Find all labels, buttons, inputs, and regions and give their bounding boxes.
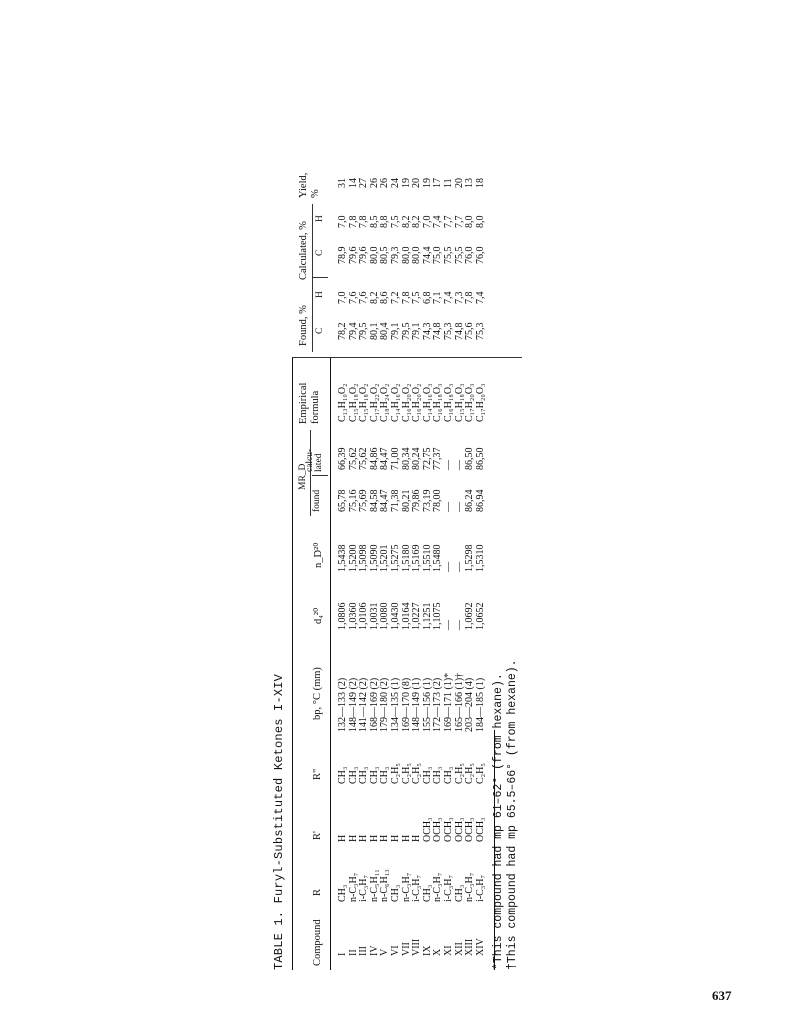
table-cell-d: 1,1251 (421, 602, 433, 630)
table-cell-found-c: 74,8 (453, 322, 465, 340)
table-cell-calc-h: 7,7 (442, 215, 454, 228)
table-cell-n: 1,5438 (337, 544, 348, 572)
table-cell-formula: C₁₆H₁₈O₃ (442, 383, 454, 422)
table-cell-formula: C₁₇H₂₀O₃ (474, 383, 486, 422)
table-cell-yield: 26 (379, 178, 391, 188)
table-cell-bp: 148—149 (2) (347, 677, 359, 732)
table-cell-found-h: 7,4 (474, 291, 486, 304)
table-cell-d: — (442, 620, 454, 630)
table-cell-r1: OCH₃ (474, 817, 486, 842)
table-cell-d: 1,0031 (368, 602, 380, 630)
header-formula: Empirical formula (298, 382, 321, 424)
table-cell-found-h: 7,6 (347, 291, 359, 304)
table-cell-r1: H (379, 834, 391, 842)
table-cell-compound: X (432, 948, 444, 956)
table-cell-found-c: 79,5 (400, 322, 412, 340)
column-formula (338, 383, 486, 422)
table-cell-found-c: 80,1 (368, 322, 380, 340)
table-cell-formula: C₁₄H₁₆O₂ (389, 383, 401, 422)
table-cell-n: 1,5200 (347, 544, 359, 572)
header-calculated: Calculated, % (298, 221, 309, 280)
table-cell-r2: C₂H₅ (400, 763, 412, 784)
table-cell-mr-calc: 77,37 (432, 447, 444, 470)
table-cell-r1: H (400, 834, 412, 842)
table-cell-d: 1,0164 (400, 602, 412, 630)
table-cell-formula: C₁₆H₂₀O₂ (411, 383, 423, 422)
header-mr-calculated: calcu-lated (305, 448, 324, 472)
table-cell-formula: C₁₈H₂₄O₂ (379, 383, 391, 422)
header-r2: R" (312, 768, 323, 780)
table-cell-found-c: 74,3 (421, 322, 433, 340)
table-cell-compound: VI (389, 945, 401, 956)
table-cell-mr-calc: — (453, 460, 465, 470)
column-refractive-index (338, 545, 486, 573)
table-cell-calc-c: 74,4 (421, 246, 433, 264)
table-cell-n: 1,5090 (368, 544, 380, 572)
table-cell-d: 1,0652 (474, 602, 486, 630)
table-cell-bp: 132—133 (2) (337, 677, 348, 732)
table-cell-mr-calc: 75,62 (347, 447, 359, 470)
table-cell-compound: IV (368, 945, 380, 956)
table-cell-found-h: 7,1 (432, 291, 444, 304)
table-cell-mr-found: — (453, 502, 465, 512)
right-border (292, 357, 522, 358)
table-cell-bp: 179—180 (2) (379, 677, 391, 732)
table-cell-r: CH₃ (337, 884, 348, 902)
table-cell-formula: C₁₇H₂₀O₃ (464, 383, 476, 422)
header-found-c: C (315, 327, 325, 334)
table-cell-bp: 134—135 (1) (389, 677, 401, 732)
table-cell-r: i-C₃H₇ (358, 875, 370, 902)
table-cell-mr-calc: 75,62 (358, 447, 370, 470)
table-cell-n: 1,5180 (400, 544, 412, 572)
table-cell-r1: H (389, 834, 401, 842)
table-cell-formula: C₁₅H₁₈O₂ (347, 383, 359, 422)
table-cell-mr-found: 78,00 (432, 489, 444, 512)
table-cell-mr-calc: — (442, 460, 454, 470)
table-cell-r: CH₃ (453, 884, 465, 902)
column-compound (338, 938, 486, 956)
table-cell-yield: 20 (453, 178, 465, 188)
table-cell-calc-c: 80,0 (368, 246, 380, 264)
table-cell-found-c: 75,3 (442, 322, 454, 340)
table-cell-yield: 19 (400, 178, 412, 188)
table-cell-found-h: 7,5 (411, 291, 423, 304)
table-cell-mr-found: 80,21 (400, 489, 412, 512)
table-cell-r2: C₂H₅ (453, 763, 465, 784)
table-cell-n: 1,5169 (411, 544, 423, 572)
table-cell-yield: 20 (411, 178, 423, 188)
table-cell-formula: C₁₄H₁₆O₃ (421, 383, 433, 422)
table-cell-r1: OCH₃ (421, 817, 433, 842)
table-cell-mr-found: 84,47 (379, 489, 391, 512)
table-cell-yield: 17 (432, 178, 444, 188)
table-cell-r: i-C₃H₇ (411, 875, 423, 902)
table-cell-r1: OCH₃ (442, 817, 454, 842)
table-cell-bp: 203—204 (4) (464, 677, 476, 732)
table-cell-d: 1,0806 (337, 602, 348, 630)
table-cell-found-h: 8,2 (368, 291, 380, 304)
table-cell-r: n-C₆H₁₃ (379, 869, 391, 902)
table-cell-d: 1,0227 (411, 602, 423, 630)
rotated-table (268, 60, 519, 970)
table-cell-compound: III (358, 946, 370, 956)
table-cell-found-h: 7,0 (337, 291, 348, 304)
table-cell-calc-h: 7,8 (347, 215, 359, 228)
table-cell-found-c: 74,8 (432, 322, 444, 340)
mr-split (312, 475, 328, 476)
table-cell-r2: CH₃ (347, 766, 359, 784)
table-cell-calc-h: 8,2 (400, 215, 412, 228)
column-found-h (338, 292, 486, 305)
table-cell-calc-h: 8,2 (411, 215, 423, 228)
footnote-1: *This compound had mp 61–62° (from hexane). (492, 673, 505, 970)
column-r1 (338, 817, 486, 842)
table-cell-mr-calc: 84,86 (368, 447, 380, 470)
table-cell-bp: 141—142 (2) (358, 677, 370, 732)
table-cell-calc-h: 8,0 (474, 215, 486, 228)
table-cell-r2: C₂H₅ (474, 763, 486, 784)
table-cell-mr-found: 79,86 (411, 489, 423, 512)
table-cell-yield: 31 (337, 178, 348, 188)
table-cell-r: n-C₃H₇ (464, 872, 476, 902)
table-cell-calc-c: 75,5 (453, 246, 465, 264)
table-cell-bp: 169—171 (1)* (442, 672, 454, 732)
table-cell-r2: CH₃ (442, 766, 454, 784)
header-calc-h: H (315, 215, 325, 222)
header-rule (330, 358, 331, 970)
table-cell-r: n-C₃H₇ (347, 872, 359, 902)
table-cell-mr-calc: 86,50 (464, 447, 476, 470)
table-cell-yield: 26 (368, 178, 380, 188)
table-cell-calc-c: 76,0 (464, 246, 476, 264)
table-cell-r2: CH₃ (379, 766, 391, 784)
table-cell-mr-calc: 80,34 (400, 447, 412, 470)
table-cell-calc-c: 80,0 (411, 246, 423, 264)
table-cell-r: CH₃ (421, 884, 433, 902)
header-density: d₄²⁰ (313, 607, 324, 624)
table-cell-r2: CH₃ (337, 766, 348, 784)
header-yield: Yield, % (298, 172, 321, 198)
table-cell-bp: 148—149 (1) (411, 677, 423, 732)
header-mr-found: found (312, 489, 322, 512)
table-cell-r: n-C₃H₇ (432, 872, 444, 902)
table-cell-yield: 13 (464, 178, 476, 188)
table-cell-yield: 27 (358, 178, 370, 188)
table-cell-found-c: 80,4 (379, 322, 391, 340)
table-cell-mr-calc: 80,24 (411, 447, 423, 470)
table-cell-mr-found: 65,78 (337, 489, 348, 512)
table-cell-n: 1,5510 (421, 544, 433, 572)
table-cell-r2: CH₃ (358, 766, 370, 784)
table-cell-mr-found: 73,19 (421, 489, 433, 512)
table-cell-n: 1,5310 (474, 544, 486, 572)
table-cell-compound: XIII (464, 938, 476, 956)
table-cell-r1: OCH₃ (453, 817, 465, 842)
table-cell-compound: I (337, 952, 348, 956)
table-cell-calc-c: 79,3 (389, 246, 401, 264)
table-cell-compound: IX (421, 945, 433, 956)
table-cell-bp: 184—185 (1) (474, 677, 486, 732)
table-cell-mr-found: 75,69 (358, 489, 370, 512)
table-cell-found-c: 79,1 (389, 322, 401, 340)
found-calc-split (312, 277, 328, 278)
header-refractive-index: n_D²⁰ (313, 542, 324, 568)
table-cell-calc-c: 76,0 (474, 246, 486, 264)
column-found-c (338, 323, 486, 341)
table-cell-n: — (453, 562, 465, 572)
table-cell-found-h: 7,8 (464, 291, 476, 304)
header-calc-c: C (315, 249, 325, 256)
header-found: Found, % (298, 305, 309, 346)
table-cell-found-h: 7,6 (358, 291, 370, 304)
table-caption: TABLE 1. Furyl-Substituted Ketones I-XIV (272, 673, 286, 970)
table-cell-n: — (442, 562, 454, 572)
table-cell-mr-found: — (442, 502, 454, 512)
table-cell-r: i-C₃H₇ (474, 875, 486, 902)
table-cell-found-h: 7,3 (453, 291, 465, 304)
table-cell-n: 1,5480 (432, 544, 444, 572)
page-number: 637 (712, 988, 732, 1003)
table-cell-mr-calc: 66,39 (337, 447, 348, 470)
table-cell-found-c: 75,6 (464, 322, 476, 340)
table-cell-found-h: 7,2 (389, 291, 401, 304)
table-cell-r2: C₂H₅ (389, 763, 401, 784)
table-cell-r2: C₂H₅ (464, 763, 476, 784)
table-cell-r1: H (337, 834, 348, 842)
table-cell-mr-found: 86,24 (464, 489, 476, 512)
header-r: R (312, 888, 323, 896)
table-cell-found-c: 79,5 (358, 322, 370, 340)
table-cell-mr-calc: 86,50 (474, 447, 486, 470)
table-cell-r: n-C₃H₇ (400, 872, 412, 902)
table-cell-r2: CH₃ (421, 766, 433, 784)
header-found-h: H (315, 291, 325, 298)
table-cell-r1: OCH₃ (432, 817, 444, 842)
table-cell-calc-c: 80,5 (379, 246, 391, 264)
table-cell-mr-found: 84,58 (368, 489, 380, 512)
table-cell-found-h: 7,4 (442, 291, 454, 304)
table-cell-compound: II (347, 949, 359, 956)
table-cell-compound: VII (400, 942, 412, 956)
footnote-2: †This compound had mp 65.5–66° (from hexane). (506, 659, 519, 970)
table-cell-bp: 169—170 (8) (400, 677, 412, 732)
table-cell-formula: C₁₅H₁₈O₃ (453, 383, 465, 422)
column-calc-h (338, 216, 486, 229)
table-cell-yield: 11 (442, 178, 454, 188)
table-cell-d: 1,0692 (464, 602, 476, 630)
table-cell-calc-h: 7,5 (389, 215, 401, 228)
table-cell-calc-c: 79,6 (358, 246, 370, 264)
table-cell-bp: 155—156 (1) (421, 677, 433, 732)
header-compound: Compound (312, 919, 323, 966)
table-cell-r2: CH₃ (368, 766, 380, 784)
table-cell-formula: C₁₆H₁₈O₃ (432, 383, 444, 422)
table-cell-formula: C₁₇H₂₂O₂ (368, 383, 380, 422)
table-cell-found-c: 78,2 (337, 322, 348, 340)
table-cell-n: 1,5098 (358, 544, 370, 572)
table-cell-yield: 14 (347, 178, 359, 188)
table-cell-found-h: 6,8 (421, 291, 433, 304)
table-cell-d: 1,0106 (358, 602, 370, 630)
table-cell-n: 1,5201 (379, 544, 391, 572)
table-cell-found-c: 79,1 (411, 322, 423, 340)
table-cell-calc-h: 8,0 (464, 215, 476, 228)
table-cell-r1: H (347, 834, 359, 842)
table-cell-d: 1,1075 (432, 602, 444, 630)
table-cell-r1: H (358, 834, 370, 842)
table-cell-found-h: 7,8 (400, 291, 412, 304)
table-cell-calc-h: 8,8 (379, 215, 391, 228)
table-cell-calc-h: 7,4 (432, 215, 444, 228)
table-cell-calc-c: 80,0 (400, 246, 412, 264)
column-r2 (338, 763, 486, 784)
table-cell-r1: H (411, 834, 423, 842)
top-rule (292, 358, 293, 970)
table-cell-yield: 18 (474, 178, 486, 188)
table-cell-d: 1,0080 (379, 602, 391, 630)
table-cell-r1: H (368, 834, 380, 842)
table-cell-compound: XII (453, 942, 465, 956)
table-cell-calc-h: 7,8 (358, 215, 370, 228)
table-cell-calc-c: 75,5 (442, 246, 454, 264)
table-cell-r2: C₂H₅ (411, 763, 423, 784)
table-cell-bp: 165—166 (1)† (453, 672, 465, 732)
table-cell-calc-c: 75,0 (432, 246, 444, 264)
column-yield (338, 178, 486, 188)
mr-divider (310, 430, 311, 516)
table-cell-calc-h: 8,5 (368, 215, 380, 228)
table-cell-yield: 19 (421, 178, 433, 188)
column-mr-found (338, 490, 486, 513)
table-cell-calc-h: 7,7 (453, 215, 465, 228)
table-cell-calc-c: 78,9 (337, 246, 348, 264)
table-cell-compound: V (379, 948, 391, 956)
table-cell-mr-found: 86,94 (474, 489, 486, 512)
table-cell-r: n-C₅H₁₁ (368, 869, 380, 902)
table-cell-d: 1,0360 (347, 602, 359, 630)
table-cell-found-h: 8,6 (379, 291, 391, 304)
table-cell-mr-calc: 72,75 (421, 447, 433, 470)
column-mr-calculated (338, 448, 486, 471)
table-cell-r: CH₃ (389, 884, 401, 902)
table-cell-formula: C₁₆H₂₀O₂ (400, 383, 412, 422)
column-r (338, 869, 486, 902)
table-cell-mr-found: 71,38 (389, 489, 401, 512)
table-cell-formula: C₁₅H₁₈O₂ (358, 383, 370, 422)
table-cell-mr-calc: 71,00 (389, 447, 401, 470)
table-cell-n: 1,5298 (464, 544, 476, 572)
table-cell-calc-h: 7,0 (421, 215, 433, 228)
table-cell-found-c: 79,4 (347, 322, 359, 340)
table-cell-r2: CH₃ (432, 766, 444, 784)
table-cell-mr-calc: 84,47 (379, 447, 391, 470)
column-calc-c (338, 247, 486, 265)
table-cell-compound: XI (442, 945, 454, 956)
table-cell-mr-found: 75,16 (347, 489, 359, 512)
table-cell-calc-c: 79,6 (347, 246, 359, 264)
column-bp (338, 673, 486, 732)
table-cell-d: — (453, 620, 465, 630)
header-mr: MR_D (298, 463, 308, 490)
table-cell-compound: VIII (411, 938, 423, 956)
table-cell-yield: 24 (389, 178, 401, 188)
table-cell-n: 1,5275 (389, 544, 401, 572)
table-cell-r1: OCH₃ (464, 817, 476, 842)
table-cell-compound: XIV (474, 938, 486, 956)
table-cell-calc-h: 7,0 (337, 215, 348, 228)
table-cell-bp: 172—173 (2) (432, 677, 444, 732)
header-r1: R' (312, 831, 323, 840)
column-density (338, 603, 486, 631)
table-cell-d: 1,0430 (389, 602, 401, 630)
table-cell-bp: 168—169 (2) (368, 677, 380, 732)
percent-divider (312, 204, 313, 352)
table-cell-formula: C₁₃H₁₀O₂ (337, 383, 348, 422)
header-bp: bp, °C (mm) (312, 667, 323, 720)
table-cell-found-c: 75,3 (474, 322, 486, 340)
table-cell-r: i-C₃H₇ (442, 875, 454, 902)
